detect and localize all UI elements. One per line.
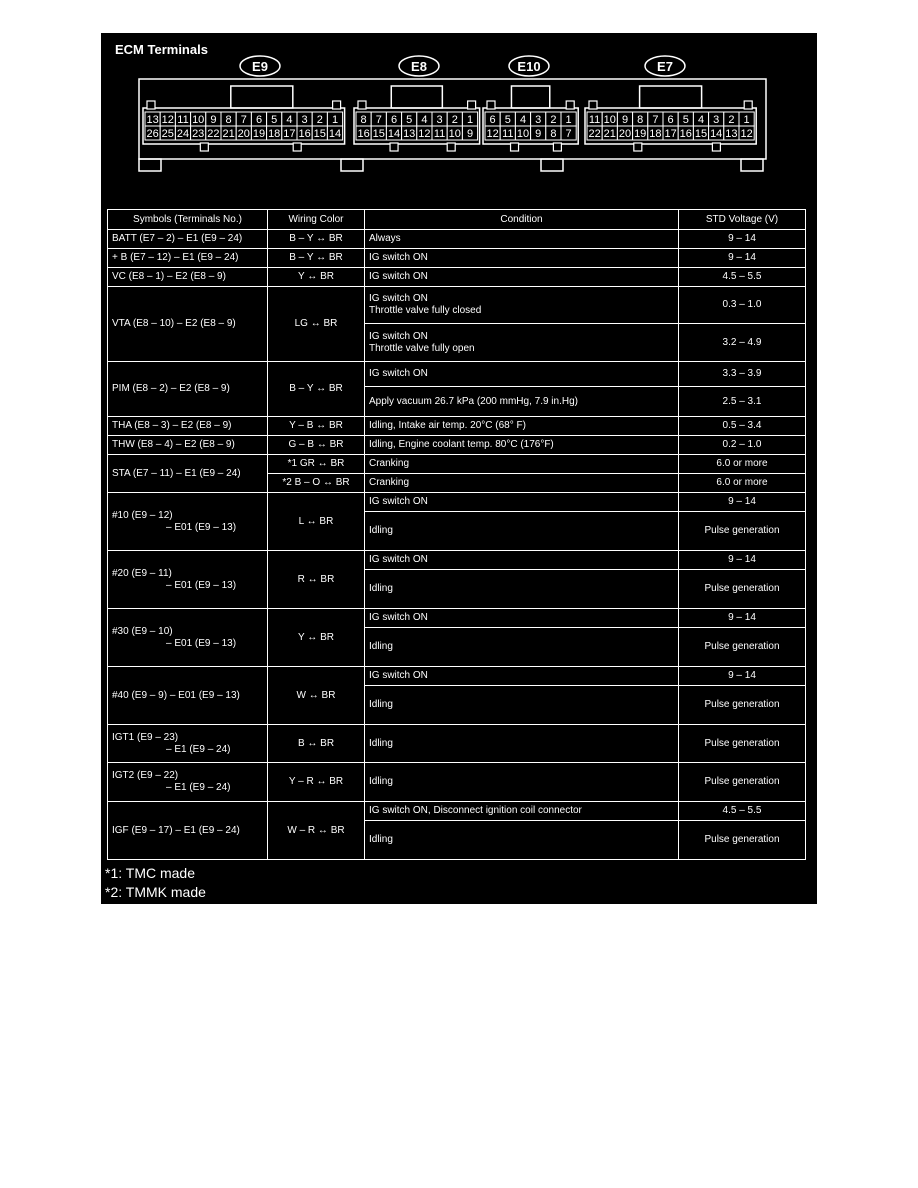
wiring-color-cell-line: W ↔ BR <box>296 689 336 701</box>
housing-foot <box>341 159 363 171</box>
pin-number: 9 <box>535 128 542 140</box>
pin-number: 25 <box>161 128 174 140</box>
pin-number: 1 <box>565 114 572 126</box>
pin-number: 7 <box>652 114 659 126</box>
pin-number: 22 <box>588 128 601 140</box>
pin-number: 15 <box>694 128 708 140</box>
condition-cell-line: Idling <box>369 525 393 536</box>
std-voltage-cell: 6.0 or more <box>679 474 806 493</box>
table-row <box>108 268 806 287</box>
wiring-color-cell <box>268 609 365 667</box>
pin-number: 16 <box>679 128 692 140</box>
symbol-cell-line: #30 (E9 – 10) <box>112 625 173 637</box>
wiring-color-cell <box>268 268 365 287</box>
pin-number: 20 <box>618 128 632 140</box>
housing-foot <box>139 159 161 171</box>
wiring-color-cell <box>268 667 365 725</box>
condition-cell <box>365 628 679 667</box>
pin-number: 11 <box>177 114 189 126</box>
table-row <box>108 763 806 802</box>
connector-key <box>744 101 752 109</box>
condition-cell <box>365 455 679 474</box>
std-voltage-cell: Pulse generation <box>679 686 806 725</box>
pin-number: 18 <box>649 128 662 140</box>
pin-number: 3 <box>713 114 720 126</box>
symbol-cell-line: VTA (E8 – 10) – E2 (E8 – 9) <box>112 318 236 329</box>
wiring-color-cell-line: B – Y ↔ BR <box>289 252 343 263</box>
connector-key <box>468 101 476 109</box>
condition-cell-line: Idling <box>369 834 393 845</box>
std-voltage-cell: Pulse generation <box>679 821 806 860</box>
wiring-color-cell-line: B – Y ↔ BR <box>289 233 343 244</box>
header-std-voltage: STD Voltage (V) <box>679 210 806 230</box>
wiring-color-cell <box>268 551 365 609</box>
pin-number: 8 <box>637 114 644 126</box>
table-row <box>108 802 806 821</box>
condition-cell-line: IG switch ON <box>369 670 428 681</box>
pin-number: 9 <box>210 114 217 126</box>
wiring-color-cell <box>268 802 365 860</box>
condition-cell <box>365 324 679 362</box>
table-row <box>108 436 806 455</box>
ecm-terminals-table <box>107 209 806 860</box>
pin-number: 17 <box>664 128 677 140</box>
lock-tab <box>640 86 702 108</box>
pin-number: 1 <box>331 114 339 126</box>
pin-number: 5 <box>406 114 413 126</box>
footnote-1: *1: TMC made <box>105 865 195 881</box>
wiring-color-cell-line: B ↔ BR <box>297 737 335 749</box>
pin-number: 14 <box>710 128 723 140</box>
symbol-cell-line: THA (E8 – 3) – E2 (E8 – 9) <box>112 420 232 431</box>
pin-number: 6 <box>255 114 263 126</box>
condition-cell-line: Idling <box>369 583 393 594</box>
connector-key <box>589 101 597 109</box>
std-voltage-cell: Pulse generation <box>679 628 806 667</box>
symbol-cell <box>108 436 268 455</box>
pin-number: 10 <box>603 114 616 126</box>
ecm-terminals-figure <box>101 33 817 904</box>
pin-number: 26 <box>146 128 159 140</box>
pin-number: 18 <box>268 128 281 140</box>
pin-number: 13 <box>725 128 738 140</box>
condition-cell <box>365 249 679 268</box>
condition-cell <box>365 821 679 860</box>
table-row <box>108 725 806 763</box>
condition-cell-line: Idling, Intake air temp. 20°C (68° F) <box>369 420 526 431</box>
condition-cell <box>365 570 679 609</box>
pin-number: 10 <box>448 128 461 140</box>
pin-number: 15 <box>313 128 326 140</box>
pin-number: 7 <box>240 114 247 126</box>
connector-e7 <box>585 56 756 151</box>
table-row <box>108 230 806 249</box>
wiring-color-cell <box>268 763 365 802</box>
condition-cell <box>365 551 679 570</box>
condition-cell-line: Idling <box>369 699 393 710</box>
connector-name: E9 <box>252 59 268 74</box>
connector-key <box>511 143 519 151</box>
header-wiring-color: Wiring Color <box>268 210 365 230</box>
pin-number: 12 <box>161 114 174 126</box>
symbol-cell <box>108 417 268 436</box>
std-voltage-cell: 9 – 14 <box>679 551 806 570</box>
pin-number: 3 <box>301 114 308 126</box>
pin-number: 15 <box>372 128 385 140</box>
pin-number: 2 <box>550 114 557 126</box>
pin-number: 19 <box>252 128 266 140</box>
pin-number: 12 <box>418 128 431 140</box>
wiring-color-cell: *1 GR ↔ BR <box>268 455 365 474</box>
symbol-cell-line: – E01 (E9 – 13) <box>166 579 237 591</box>
std-voltage-cell: 2.5 – 3.1 <box>679 387 806 417</box>
condition-cell-line: IG switch ON <box>369 252 428 263</box>
std-voltage-cell: Pulse generation <box>679 725 806 763</box>
condition-cell <box>365 609 679 628</box>
pin-number: 4 <box>286 114 293 126</box>
condition-cell <box>365 763 679 802</box>
symbol-cell <box>108 455 268 493</box>
symbol-cell-line: #10 (E9 – 12) <box>112 509 173 521</box>
symbol-cell <box>108 667 268 725</box>
pin-number: 7 <box>565 128 572 140</box>
wiring-color-cell-line: R ↔ BR <box>297 573 335 585</box>
pin-number: 14 <box>328 128 342 140</box>
ecm-connector-diagram <box>101 33 817 209</box>
wiring-color-cell <box>268 725 365 763</box>
condition-cell <box>365 387 679 417</box>
symbol-cell <box>108 493 268 551</box>
symbol-cell <box>108 268 268 287</box>
table-row <box>108 551 806 570</box>
condition-cell-line: IG switch ON, Disconnect ignition coil connector <box>369 805 582 816</box>
pin-number: 21 <box>222 128 235 140</box>
connector-key <box>712 143 720 151</box>
pin-number: 20 <box>237 128 250 140</box>
symbol-cell-line: STA (E7 – 11) – E1 (E9 – 24) <box>112 467 241 479</box>
table-row <box>108 287 806 324</box>
table-header-row <box>108 210 806 230</box>
condition-cell-line: IG switch ON <box>369 368 428 379</box>
header-condition: Condition <box>365 210 679 230</box>
housing-foot <box>541 159 563 171</box>
std-voltage-cell: 9 – 14 <box>679 493 806 512</box>
wiring-color-cell-line: W – R ↔ BR <box>287 824 345 836</box>
pin-number: 3 <box>436 114 443 126</box>
pin-number: 4 <box>697 114 705 126</box>
std-voltage-cell: 0.2 – 1.0 <box>679 436 806 455</box>
symbol-cell <box>108 362 268 417</box>
wiring-color-cell <box>268 230 365 249</box>
connector-key <box>147 101 155 109</box>
wiring-color-cell <box>268 362 365 417</box>
pin-number: 1 <box>466 114 474 126</box>
condition-cell <box>365 230 679 249</box>
condition-cell-line: IG switch ON <box>369 293 428 304</box>
std-voltage-cell: Pulse generation <box>679 570 806 609</box>
symbol-cell-line: #40 (E9 – 9) – E01 (E9 – 13) <box>112 689 240 701</box>
std-voltage-cell: 9 – 14 <box>679 609 806 628</box>
wiring-color-cell-line: LG ↔ BR <box>294 318 338 329</box>
std-voltage-cell: Pulse generation <box>679 512 806 551</box>
wiring-color-cell-line: B – Y ↔ BR <box>289 383 343 394</box>
condition-cell-line: IG switch ON <box>369 271 428 282</box>
pin-number: 8 <box>550 128 557 140</box>
footnote-2: *2: TMMK made <box>105 884 206 900</box>
pin-number: 6 <box>489 114 496 126</box>
pin-number: 11 <box>588 114 601 126</box>
connector-key <box>333 101 341 109</box>
std-voltage-cell: Pulse generation <box>679 763 806 802</box>
lock-tab <box>231 86 293 108</box>
pin-number: 6 <box>390 114 398 126</box>
condition-cell-line: Idling <box>369 641 393 652</box>
table-row <box>108 249 806 268</box>
std-voltage-cell: 3.3 – 3.9 <box>679 362 806 387</box>
connector-name: E7 <box>657 59 673 74</box>
symbol-cell <box>108 802 268 860</box>
connector-key <box>487 101 495 109</box>
symbol-cell <box>108 287 268 362</box>
condition-cell-line: Cranking <box>369 458 410 469</box>
symbol-cell-line: VC (E8 – 1) – E2 (E8 – 9) <box>112 271 226 282</box>
condition-cell-line: IG switch ON <box>369 330 428 342</box>
connector-key <box>358 101 366 109</box>
std-voltage-cell: 4.5 – 5.5 <box>679 802 806 821</box>
wiring-color-cell-line: L ↔ BR <box>298 515 334 527</box>
std-voltage-cell: 9 – 14 <box>679 249 806 268</box>
housing-foot <box>741 159 763 171</box>
symbol-cell-line: – E1 (E9 – 24) <box>166 743 231 755</box>
condition-cell <box>365 436 679 455</box>
condition-cell-line: Throttle valve fully open <box>369 342 475 354</box>
wiring-color-cell <box>268 249 365 268</box>
pin-number: 21 <box>603 128 616 140</box>
symbol-cell-line: – E01 (E9 – 13) <box>166 637 237 649</box>
pin-number: 4 <box>421 114 428 126</box>
symbol-cell-line: – E01 (E9 – 13) <box>166 521 237 533</box>
pin-number: 14 <box>387 128 401 140</box>
condition-cell-line: Idling <box>369 737 393 749</box>
std-voltage-cell: 0.3 – 1.0 <box>679 287 806 324</box>
pin-number: 6 <box>667 114 674 126</box>
pin-number: 13 <box>403 128 416 140</box>
pin-number: 22 <box>207 128 220 140</box>
condition-cell-line: Cranking <box>369 477 410 488</box>
condition-cell <box>365 362 679 387</box>
wiring-color-cell-line: Y ↔ BR <box>298 631 334 643</box>
header-symbols: Symbols (Terminals No.) <box>108 210 268 230</box>
wiring-color-cell-line: Y – B ↔ BR <box>289 420 343 431</box>
std-voltage-cell: 3.2 – 4.9 <box>679 324 806 362</box>
pin-number: 5 <box>271 114 278 126</box>
std-voltage-cell: 9 – 14 <box>679 230 806 249</box>
condition-cell <box>365 512 679 551</box>
std-voltage-cell: 4.5 – 5.5 <box>679 268 806 287</box>
pin-number: 1 <box>743 114 750 126</box>
connector-key <box>390 143 398 151</box>
std-voltage-cell: 9 – 14 <box>679 667 806 686</box>
symbol-cell <box>108 551 268 609</box>
condition-cell-line: IG switch ON <box>369 612 428 623</box>
wiring-color-cell-line: Y ↔ BR <box>298 271 334 282</box>
connector-key <box>293 143 301 151</box>
symbol-cell <box>108 725 268 763</box>
connector-e9 <box>143 56 345 151</box>
wiring-color-cell-line: G – B ↔ BR <box>288 439 344 450</box>
pin-number: 16 <box>298 128 311 140</box>
symbol-cell <box>108 249 268 268</box>
condition-cell <box>365 802 679 821</box>
connector-key <box>200 143 208 151</box>
symbol-cell-line: #20 (E9 – 11) <box>112 567 172 579</box>
pin-number: 19 <box>634 128 647 140</box>
symbol-cell-line: + B (E7 – 12) – E1 (E9 – 24) <box>112 252 239 263</box>
pin-number: 8 <box>360 114 367 126</box>
symbol-cell-line: IGT2 (E9 – 22) <box>112 770 179 781</box>
connector-e10 <box>483 56 578 151</box>
pin-number: 8 <box>225 114 232 126</box>
std-voltage-cell: 6.0 or more <box>679 455 806 474</box>
wiring-color-cell <box>268 417 365 436</box>
figure-title: ECM Terminals <box>115 42 208 57</box>
condition-cell-line: Throttle valve fully closed <box>369 305 482 316</box>
pin-number: 13 <box>146 114 159 126</box>
pin-number: 11 <box>433 128 446 140</box>
table-row <box>108 417 806 436</box>
condition-cell <box>365 417 679 436</box>
pin-number: 2 <box>728 114 735 126</box>
symbol-cell-line: – E1 (E9 – 24) <box>166 782 231 793</box>
symbol-cell-line: BATT (E7 – 2) – E1 (E9 – 24) <box>112 233 243 244</box>
connector-key <box>447 143 455 151</box>
wiring-color-cell-line: Y – R ↔ BR <box>288 776 344 787</box>
condition-cell <box>365 287 679 324</box>
pin-number: 3 <box>535 114 542 126</box>
symbol-cell <box>108 763 268 802</box>
pin-number: 5 <box>504 114 511 126</box>
connector-e8 <box>354 56 480 151</box>
symbol-cell-line: PIM (E8 – 2) – E2 (E8 – 9) <box>112 383 230 394</box>
condition-cell <box>365 268 679 287</box>
condition-cell <box>365 725 679 763</box>
connector-name: E10 <box>517 59 541 74</box>
condition-cell <box>365 493 679 512</box>
condition-cell <box>365 474 679 493</box>
condition-cell-line: Idling, Engine coolant temp. 80°C (176°F) <box>369 439 554 450</box>
table-row <box>108 455 806 474</box>
connector-name: E8 <box>411 59 427 74</box>
pin-number: 12 <box>486 128 499 140</box>
connector-key <box>553 143 561 151</box>
symbol-cell <box>108 230 268 249</box>
condition-cell-line: IG switch ON <box>369 496 428 507</box>
std-voltage-cell: 0.5 – 3.4 <box>679 417 806 436</box>
wiring-color-cell <box>268 493 365 551</box>
pin-number: 2 <box>451 114 458 126</box>
pin-number: 24 <box>176 128 190 140</box>
pin-number: 9 <box>466 128 474 140</box>
wiring-color-cell <box>268 287 365 362</box>
pin-number: 11 <box>502 128 514 140</box>
condition-cell-line: Apply vacuum 26.7 kPa (200 mmHg, 7.9 in.Hg) <box>369 395 578 407</box>
pin-number: 12 <box>740 128 753 140</box>
symbol-cell-line: THW (E8 – 4) – E2 (E8 – 9) <box>112 439 235 450</box>
symbol-cell <box>108 609 268 667</box>
pin-number: 17 <box>283 128 296 140</box>
footnotes <box>105 864 206 902</box>
wiring-color-cell <box>268 436 365 455</box>
condition-cell-line: IG switch ON <box>369 554 428 565</box>
table-row <box>108 362 806 387</box>
pin-number: 7 <box>375 114 382 126</box>
connector-key <box>634 143 642 151</box>
condition-cell-line: Idling <box>369 776 393 787</box>
lock-tab <box>391 86 442 108</box>
symbol-cell-line: IGT1 (E9 – 23) <box>112 731 179 743</box>
pin-number: 10 <box>516 128 530 140</box>
pin-number: 4 <box>519 114 527 126</box>
condition-cell-line: Always <box>369 233 401 244</box>
pin-number: 5 <box>682 114 689 126</box>
pin-number: 10 <box>192 114 205 126</box>
symbol-cell-line: IGF (E9 – 17) – E1 (E9 – 24) <box>112 824 240 836</box>
pin-number: 23 <box>192 128 205 140</box>
lock-tab <box>511 86 549 108</box>
wiring-color-cell: *2 B – O ↔ BR <box>268 474 365 493</box>
connector-key <box>566 101 574 109</box>
condition-cell <box>365 667 679 686</box>
table-row <box>108 493 806 512</box>
table-row <box>108 609 806 628</box>
table-row <box>108 667 806 686</box>
pin-number: 2 <box>316 114 323 126</box>
condition-cell <box>365 686 679 725</box>
pin-number: 9 <box>621 114 629 126</box>
pin-number: 16 <box>357 128 370 140</box>
